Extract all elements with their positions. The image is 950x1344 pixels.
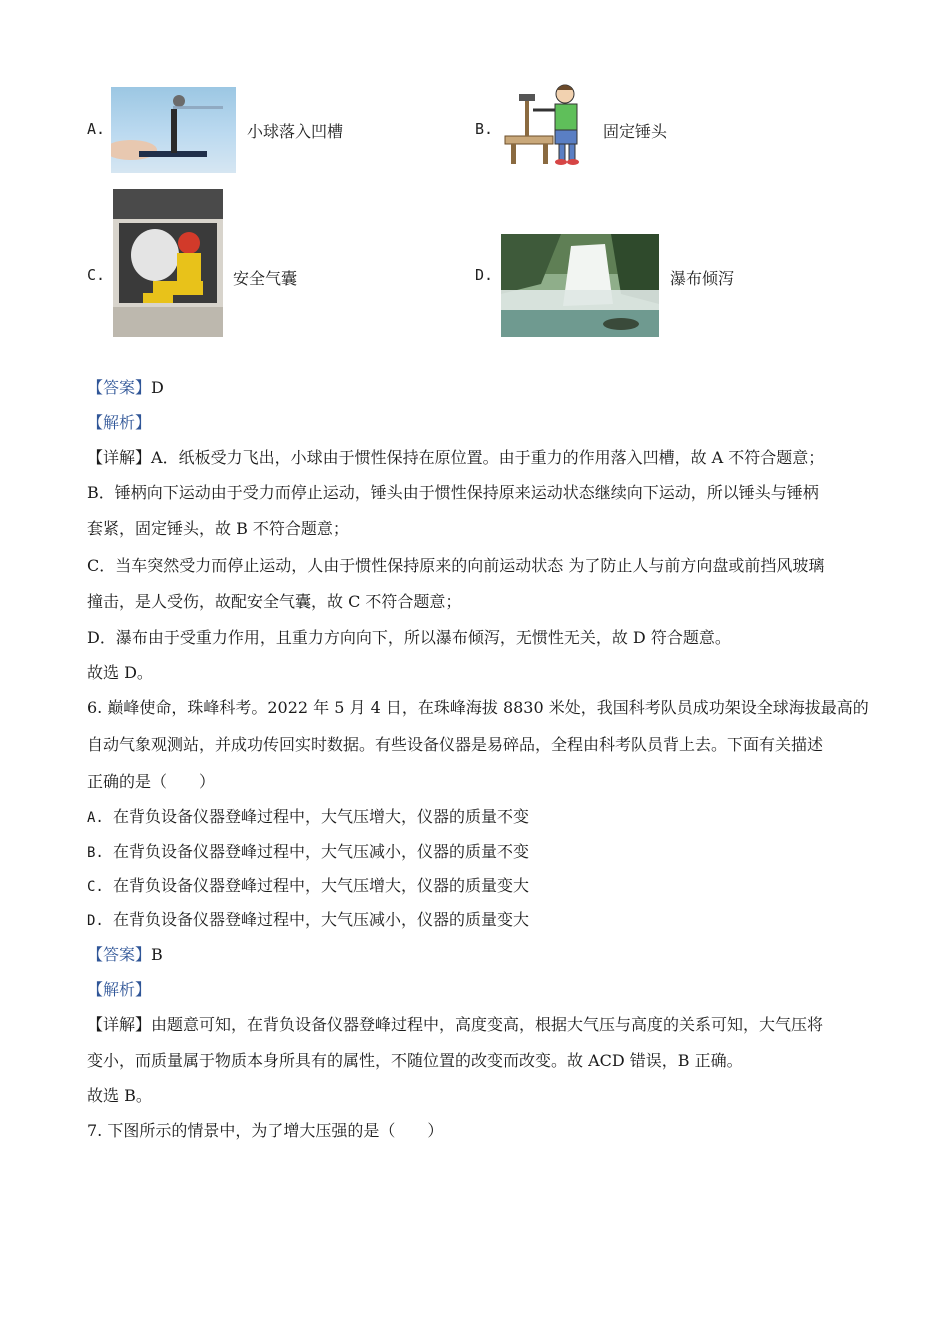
q5-analysis-tag: 【解析】	[87, 413, 152, 432]
q6-stem-line: 正确的是（ ）	[87, 772, 216, 791]
q6-option-b: B. 在背负设备仪器登峰过程中，大气压减小，仪器的质量不变	[87, 842, 530, 861]
q6-option-c: C. 在背负设备仪器登峰过程中，大气压增大，仪器的质量变大	[87, 876, 530, 895]
q6-option-a: A. 在背负设备仪器登峰过程中，大气压增大，仪器的质量不变	[87, 807, 530, 826]
q7-stem: 7. 下图所示的情景中，为了增大压强的是（ ）	[87, 1121, 444, 1140]
option-a-letter: A.	[87, 120, 106, 138]
airbag-photo	[113, 189, 223, 337]
q5-detail-line: 撞击，是人受伤，故配安全气囊，故 C 不符合题意；	[87, 592, 462, 611]
option-c-letter: C.	[87, 266, 106, 284]
answer-value: D	[151, 378, 164, 397]
option-d-letter: D.	[475, 266, 494, 284]
option-b-caption: 固定锤头	[603, 122, 668, 141]
answer-value: B	[151, 945, 163, 964]
q6-analysis-tag: 【解析】	[87, 980, 152, 999]
option-d-caption: 瀑布倾泻	[670, 269, 735, 288]
q6-stem-line: 6. 巅峰使命，珠峰科考。2022 年 5 月 4 日，在珠峰海拔 8830 米处，我国科考队员成功架设全球海拔最高的	[87, 698, 869, 717]
detail-tag: 【详解】	[87, 1015, 152, 1034]
q6-answer: 【答案】B	[87, 945, 163, 964]
waterfall-photo	[501, 234, 659, 337]
q6-option-d: D. 在背负设备仪器登峰过程中，大气压减小，仪器的质量变大	[87, 910, 530, 929]
q6-stem-line: 自动气象观测站，并成功传回实时数据。有些设备仪器是易碎品，全程由科考队员背上去。下面有关描述	[87, 735, 824, 754]
q5-detail-line: 套紧，固定锤头，故 B 不符合题意；	[87, 519, 349, 538]
q5-detail-line: 【详解】A．纸板受力飞出，小球由于惯性保持在原位置。由于重力的作用落入凹槽，故 A 不符合题意；	[87, 448, 825, 467]
q6-detail-line: 变小，而质量属于物质本身所具有的属性，不随位置的改变而改变。故 ACD 错误，B 正确。	[87, 1051, 743, 1070]
q5-detail-line: C．当车突然受力而停止运动，人由于惯性保持原来的向前运动状态 为了防止人与前方向盘或前挡风玻璃	[87, 556, 825, 575]
answer-tag: 【答案】	[87, 378, 152, 397]
ball-apparatus-photo	[111, 87, 236, 173]
q6-conclusion: 故选 B。	[87, 1086, 152, 1105]
q6-detail-line: 【详解】由题意可知，在背负设备仪器登峰过程中，高度变高，根据大气压与高度的关系可知，大气压将	[87, 1015, 824, 1034]
option-a-caption: 小球落入凹槽	[247, 122, 344, 141]
q5-conclusion: 故选 D。	[87, 663, 153, 682]
option-c-caption: 安全气囊	[233, 269, 298, 288]
q5-detail-line: D．瀑布由于受重力作用，且重力方向向下，所以瀑布倾泻，无惯性无关，故 D 符合题意。	[87, 628, 731, 647]
hammer-cartoon	[503, 80, 593, 166]
detail-tag: 【详解】	[87, 448, 152, 467]
q5-answer	[87, 375, 164, 398]
option-b-letter: B.	[475, 120, 494, 138]
q5-detail-line: B．锤柄向下运动由于受力而停止运动，锤头由于惯性保持原来运动状态继续向下运动，所以锤头与锤柄	[87, 483, 819, 502]
